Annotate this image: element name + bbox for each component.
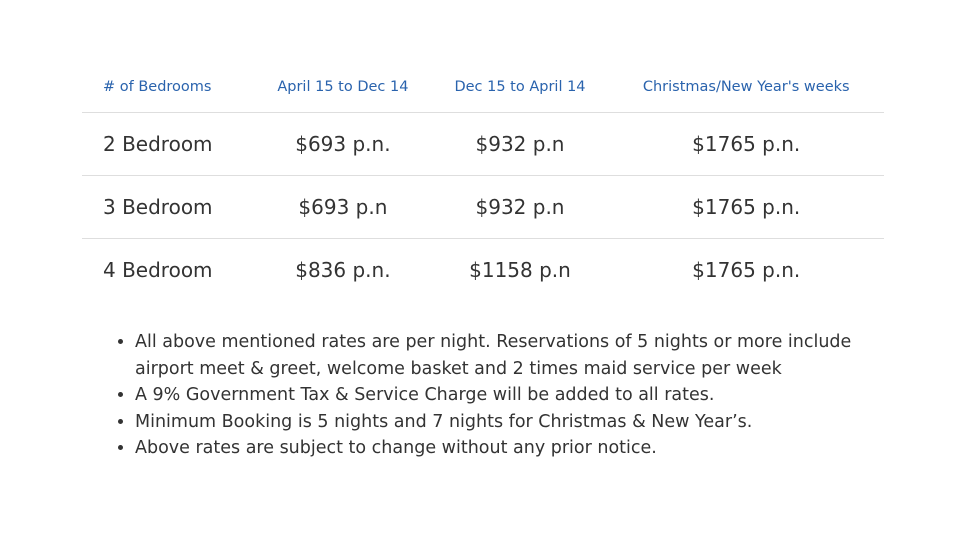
rate-cell: $1765 p.n.	[608, 176, 884, 239]
rates-table	[82, 62, 884, 301]
rates-table-body	[82, 113, 884, 302]
list-item: • A 9% Government Tax & Service Charge will be added to all rates.	[135, 382, 915, 409]
list-item: • Above rates are subject to change without any prior notice.	[135, 435, 915, 462]
rate-cell: $1158 p.n	[469, 258, 571, 282]
rate-cell: $836 p.n.	[295, 258, 391, 282]
rate-notes-list	[107, 329, 915, 462]
header-season-april-dec: April 15 to Dec 14	[254, 62, 431, 113]
rates-table-header	[82, 62, 884, 113]
bedroom-cell: 3 Bedroom	[82, 176, 254, 239]
list-item: • All above mentioned rates are per night. Reservations of 5 nights or more include airport meet & greet, welcome basket and 2 times maid service per week	[135, 329, 915, 382]
header-season-dec-april: Dec 15 to April 14	[432, 62, 609, 113]
header-bedrooms: # of Bedrooms	[82, 62, 254, 113]
header-season-christmas: Christmas/New Year's weeks	[608, 62, 884, 113]
rate-cell: $932 p.n	[432, 176, 609, 239]
header-row	[82, 62, 884, 113]
rate-cell: $1765 p.n.	[692, 258, 801, 282]
table-row	[82, 239, 884, 302]
bedroom-cell: 2 Bedroom	[82, 113, 254, 176]
rate-cell: $693 p.n.	[254, 113, 431, 176]
bedroom-cell: 4 Bedroom	[103, 258, 213, 282]
rate-cell: $1765 p.n.	[608, 113, 884, 176]
rate-cell: $932 p.n	[432, 113, 609, 176]
list-item: • Minimum Booking is 5 nights and 7 nights for Christmas & New Year’s.	[135, 409, 915, 436]
rate-cell: $693 p.n	[254, 176, 431, 239]
table-row	[82, 113, 884, 176]
table-row	[82, 176, 884, 239]
